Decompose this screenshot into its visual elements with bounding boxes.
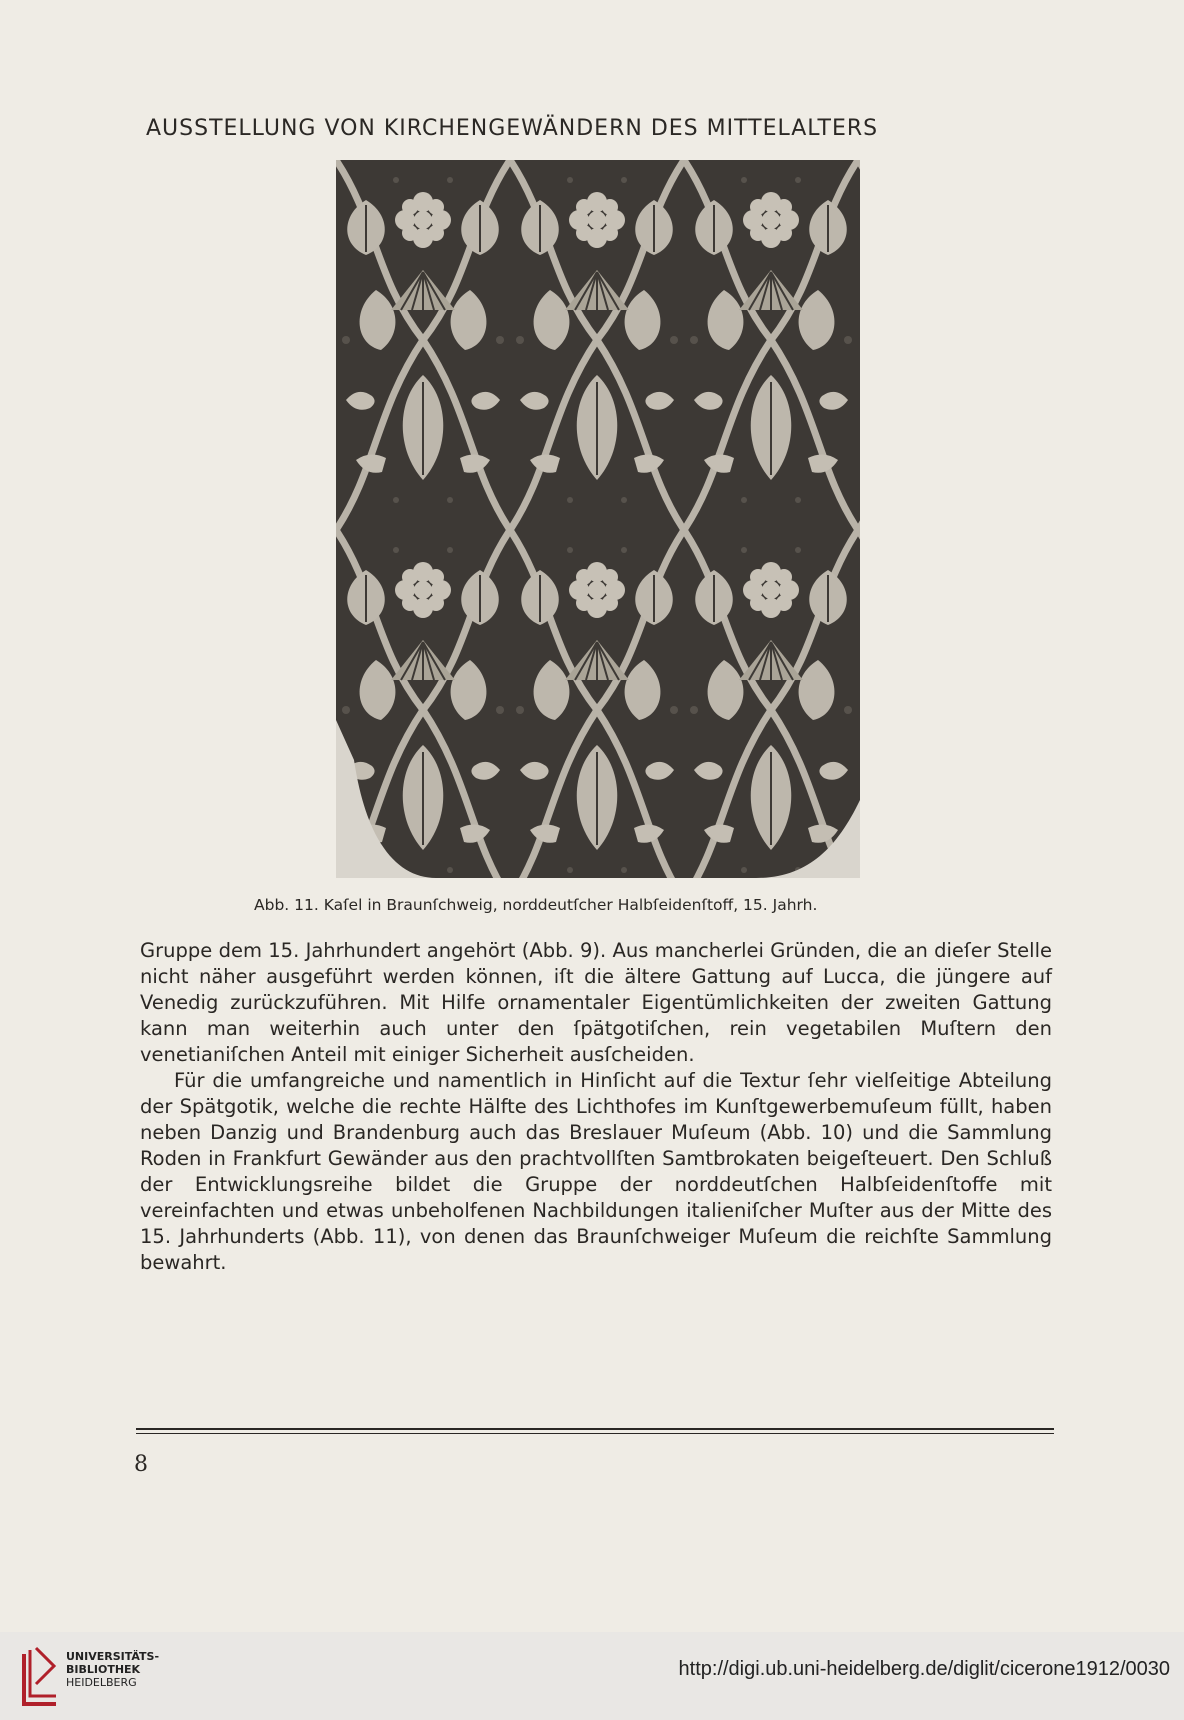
paragraph: Gruppe dem 15. Jahrhundert angehört (Abb. 9). Aus mancherlei Gründen, die an dieſer Stelle nicht näher ausgeführt werden können, iſt die ältere Gattung auf Lucca, die jüngere auf Venedig zurückzuführen. Mit Hilfe ornamentaler Eigentümlichkeiten der zweiten Gattung kann man weiterhin auch unter den ſpätgotiſchen, rein vegetabilen Muſtern den venetianiſchen Anteil mit einiger Sicherheit ausſcheiden.: [140, 939, 1052, 1066]
library-name-line: HEIDELBERG: [66, 1676, 137, 1689]
figure-caption: Abb. 11. Kaſel in Braunſchweig, norddeutſcher Halbſeidenſtoff, 15. Jahrh.: [254, 896, 818, 914]
footer-rule: [136, 1428, 1054, 1430]
page-number: 8: [134, 1452, 148, 1477]
paragraph: Für die umfangreiche und namentlich in Hinſicht auf die Textur ſehr vielſeitige Abteilung der Spätgotik, welche die rechte Hälfte des Lichthofes im Kunſtgewerbemuſeum füllt, haben neben Danzig und Brandenburg auch das Breslauer Muſeum (Abb. 10) und die Sammlung Roden in Frankfurt Gewänder aus den prachtvollſten Samtbrokaten beigeſteuert. Den Schluß der Entwicklungsreihe bildet die Gruppe der norddeutſchen Halbſeidenſtoffe mit vereinfachten und etwas unbeholfenen Nachbildungen italieniſcher Muſter aus der Mitte des 15. Jahrhunderts (Abb. 11), von denen das Braunſchweiger Muſeum die reichſte Sammlung bewahrt.: [140, 1069, 1052, 1274]
digitization-footer: [0, 1632, 1184, 1720]
footer-rule: [136, 1433, 1054, 1434]
library-name-line: BIBLIOTHEK: [66, 1663, 141, 1676]
textile-figure: [336, 160, 860, 878]
textile-pattern-image: [336, 160, 860, 878]
running-head: AUSSTELLUNG VON KIRCHENGEWÄNDERN DES MITTELALTERS: [146, 116, 879, 141]
university-library-logo-icon: [20, 1646, 60, 1708]
library-name: [66, 1650, 159, 1689]
permalink-url[interactable]: http://digi.ub.uni-heidelberg.de/diglit/cicerone1912/0030: [678, 1658, 1170, 1680]
body-text: [140, 938, 1052, 1276]
library-name-line: UNIVERSITÄTS-: [66, 1650, 160, 1663]
